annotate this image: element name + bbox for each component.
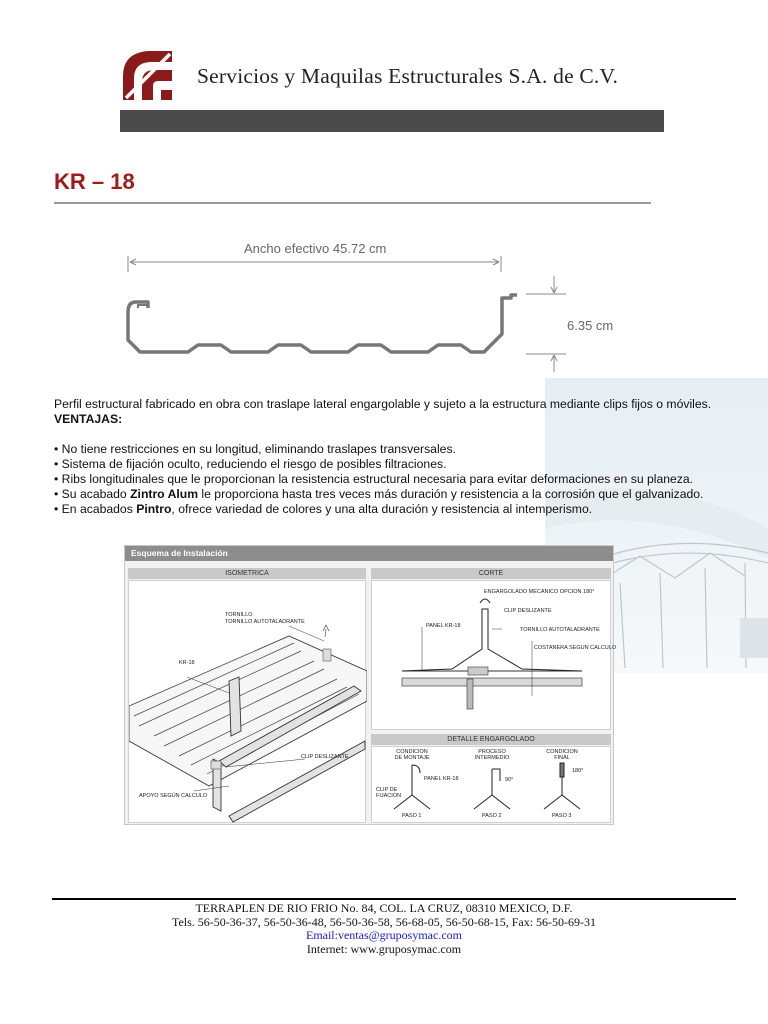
label-self-drilling-screw: TORNILLO AUTOTALADRANTE — [225, 619, 305, 625]
footer-divider — [52, 898, 736, 900]
section-box — [371, 580, 617, 730]
section-heading: CORTE — [371, 568, 611, 579]
product-title: KR – 18 — [54, 169, 135, 194]
label-sliding-clip: CLIP DESLIZANTE — [504, 608, 552, 614]
label-panel-kr18: PANEL KR-18 — [426, 623, 461, 629]
effective-width-label: Ancho efectivo 45.72 cm — [244, 241, 387, 256]
label-panel-kr18: PANEL KR-18 — [424, 776, 459, 782]
header-bar — [120, 110, 664, 132]
company-name: Servicios y Maquilas Estructurales S.A. de C.V. — [197, 64, 619, 88]
footer-email-link[interactable]: Email:ventas@gruposymac.com — [305, 928, 462, 942]
label-final-condition: CONDICION FINAL — [546, 749, 578, 761]
label-step-1: PASO 1 — [402, 813, 422, 819]
label-sliding-clip: CLIP DESLIZANTE — [301, 754, 349, 760]
bullet-item: • No tiene restricciones en su longitud, eliminando traslapes transversales. — [54, 442, 456, 456]
isometric-heading: ISOMETRICA — [128, 568, 366, 579]
seam-detail-heading: DETALLE ENGARGOLADO — [371, 734, 611, 745]
bullet-item: • Ribs longitudinales que le proporcionan la resistencia estructural necesaria para evitar deformaciones en su planeza. — [54, 472, 694, 486]
label-mechanical-seam: ENGARGOLADO MECANICO OPCION 180° — [484, 589, 595, 595]
label-90-degrees: 90° — [505, 777, 514, 783]
section-drawing — [372, 581, 612, 731]
footer — [0, 902, 768, 956]
label-screw: TORNILLO — [225, 612, 253, 618]
label-180-degrees: 180° — [572, 768, 584, 774]
label-intermediate-process: PROCESO INTERMEDIO — [474, 749, 510, 761]
footer-phones: Tels. 56-50-36-37, 56-50-36-48, 56-50-36-58, 56-68-05, 56-50-68-15, Fax: 56-50-69-31 — [171, 914, 597, 929]
advantages-heading: VENTAJAS: — [54, 412, 123, 426]
footer-address: TERRAPLEN DE RIO FRIO No. 84, COL. LA CRUZ, 08310 MEXICO, D.F. — [195, 901, 573, 915]
label-self-drilling-screw: TORNILLO AUTOTALADRANTE — [520, 627, 600, 633]
installation-title: Esquema de Instalación — [125, 546, 613, 561]
label-mounting-condition: CONDICION DE MONTAJE — [394, 749, 430, 761]
bullet-item: • Sistema de fijación oculto, reduciendo el riesgo de posibles filtraciones. — [54, 457, 447, 471]
description-block — [54, 397, 744, 517]
label-step-3: PASO 3 — [552, 813, 572, 819]
label-kr18: KR-18 — [179, 660, 195, 666]
label-step-2: PASO 2 — [482, 813, 502, 819]
isometric-box — [128, 580, 366, 823]
label-purlin: COSTANERA SEGUN CALCULO — [534, 645, 617, 651]
installation-diagram — [124, 545, 617, 825]
seam-detail-box — [371, 746, 611, 823]
bullet-item: • En acabados Pintro, ofrece variedad de colores y una alta duración y resistencia al intemperismo. — [54, 502, 593, 516]
label-fixing-clip: CLIP DE FIJACION — [376, 787, 402, 799]
title-divider — [54, 202, 651, 204]
profile-height-label: 6.35 cm — [567, 318, 614, 333]
intro-paragraph: Perfil estructural fabricado en obra con traslape lateral engargolable y sujeto a la estructura mediante clips fijos o móviles. — [54, 397, 712, 411]
company-logo — [120, 48, 175, 103]
bullet-item: • Su acabado Zintro Alum le proporciona hasta tres veces más duración y resistencia a la corrosión que el galvanizado. — [54, 487, 704, 501]
label-support: APOYO SEGÚN CALCULO — [139, 793, 208, 799]
footer-website[interactable]: Internet: www.gruposymac.com — [306, 941, 462, 956]
